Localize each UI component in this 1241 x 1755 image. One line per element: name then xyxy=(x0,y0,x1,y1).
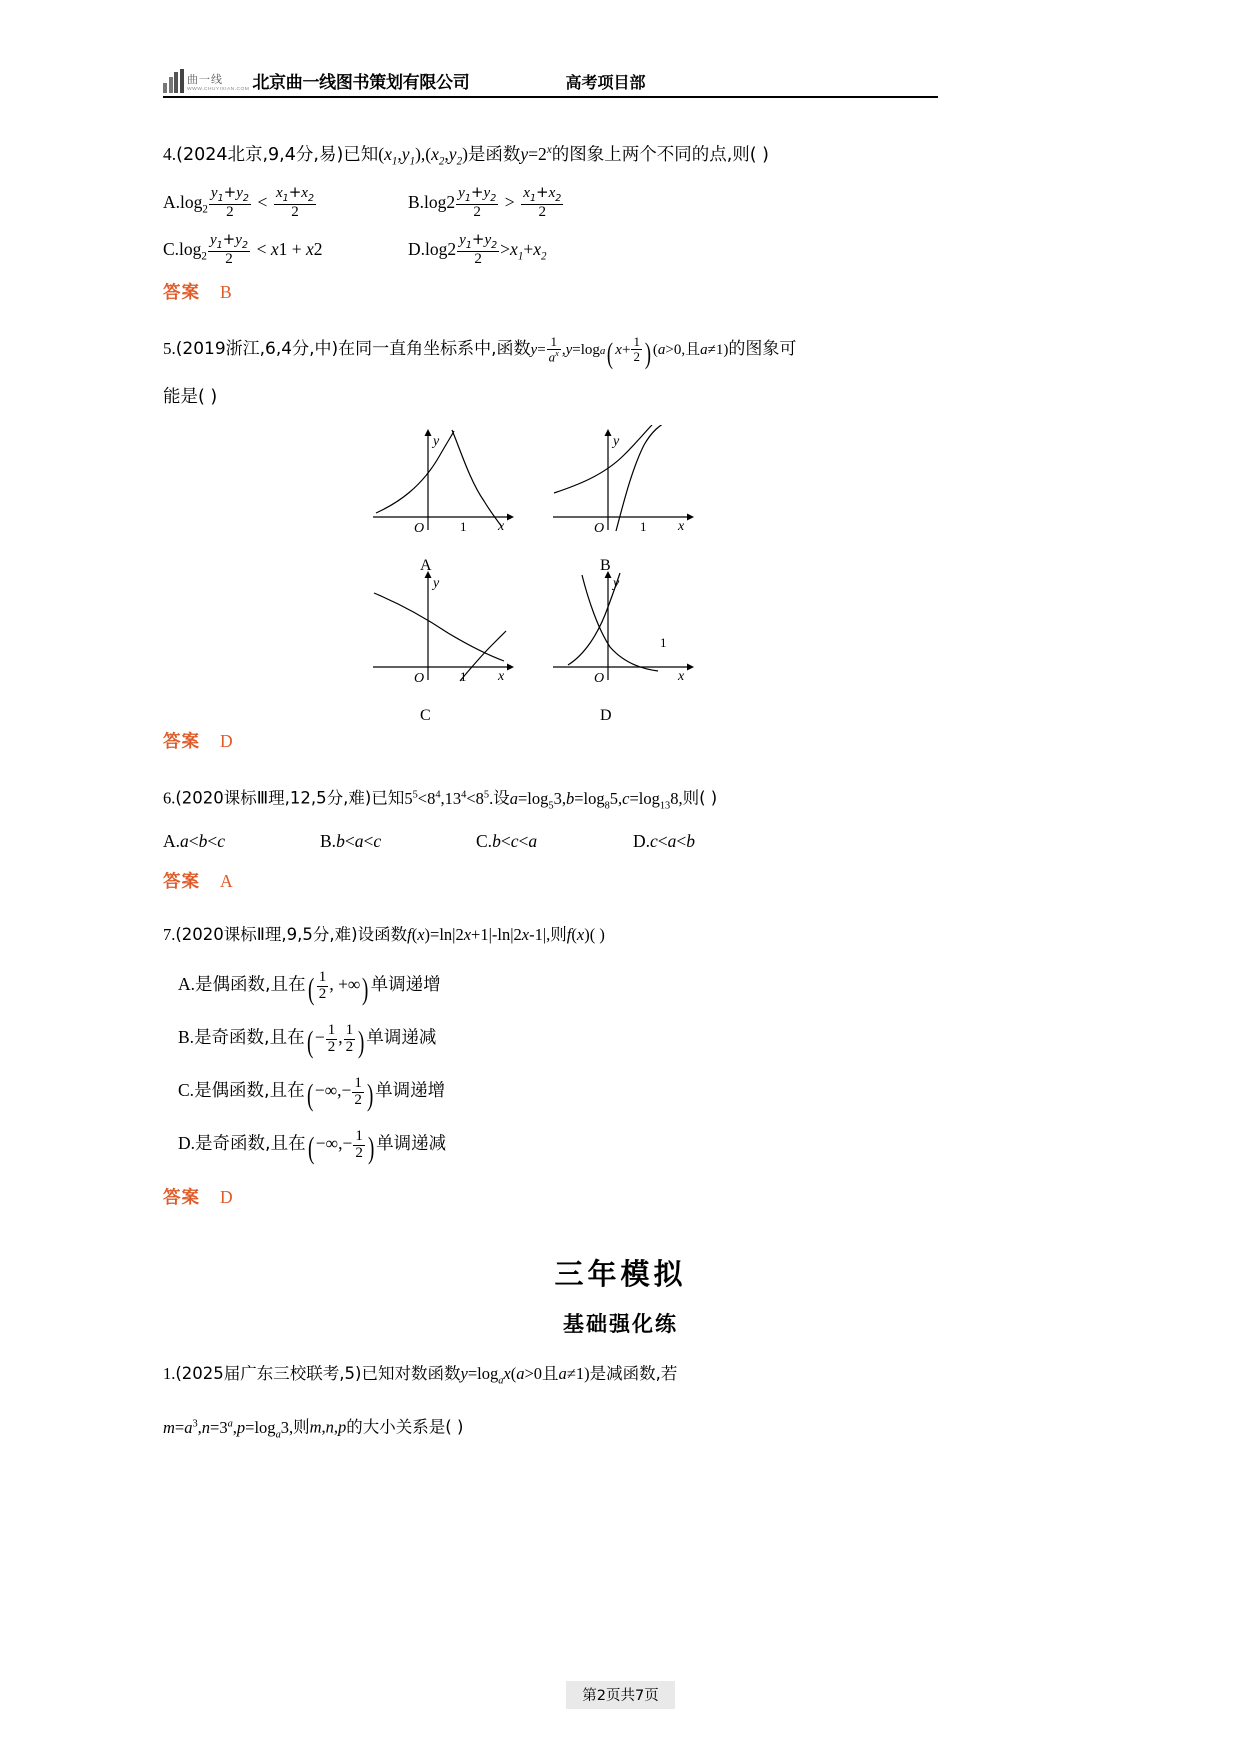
question-6-option-c: C.b<c<a xyxy=(476,831,538,851)
svg-text:1: 1 xyxy=(660,635,667,650)
svg-text:O: O xyxy=(414,671,425,686)
question-6-option-b: B.b<a<c xyxy=(320,831,382,851)
question-4-option-d: D.log2 $\frac{y_1+y_2}{2}$ $>x_1+x_2$ xyxy=(408,230,547,267)
section-sub-title: 基础强化练 xyxy=(563,1312,678,1336)
company-name: 北京曲一线图书策划有限公司 xyxy=(252,73,470,93)
svg-text:x: x xyxy=(498,519,505,534)
svg-text:O: O xyxy=(594,521,605,536)
svg-text:O: O xyxy=(594,671,605,686)
question-5-stem: 5.(2019浙江,6,4分,中)在同一直角坐标系中,函数y= $\frac{1}{a^x}$ ,y=loga( x+ $\frac{1}{2}$ ) (a>0,且a≠1)的图象可 xyxy=(163,334,797,371)
svg-text:x: x xyxy=(678,669,685,684)
answer-value: B xyxy=(220,282,232,302)
question-4-answer xyxy=(163,280,232,305)
svg-text:D: D xyxy=(600,707,612,724)
sim-question-1-stem-line2: $m=a^3,n=3^a,p=\log_a3$,则m,n,p的大小关系是( ) xyxy=(163,1417,464,1440)
svg-text:1: 1 xyxy=(640,519,647,534)
page-number: 第2页共7页 xyxy=(566,1681,674,1709)
svg-text:y: y xyxy=(433,576,440,591)
question-6-stem: 6.(2020课标Ⅲ理,12,5分,难)已知$5^5<8^4,13^4<8^5$.设$a=\log_53,b=\log_85,c=\log_{13}8$,则( ) xyxy=(163,788,718,811)
svg-text:x: x xyxy=(678,519,685,534)
svg-text:C: C xyxy=(420,707,431,724)
graph-panels-svg xyxy=(163,425,938,725)
question-5-answer xyxy=(163,729,233,754)
svg-text:1: 1 xyxy=(460,519,467,534)
logo-chinese-label: 曲一线 xyxy=(187,74,223,86)
publisher-logo xyxy=(163,63,252,93)
logo-english-label: WWW.CHUYIXIAN.COM xyxy=(187,86,250,92)
question-7-option-d: D.是奇函数,且在( −∞,− $\frac{1}{2}$ ) 单调递减 xyxy=(178,1128,447,1166)
question-5-stem-line2: 能是( ) xyxy=(163,387,218,407)
page-footer xyxy=(0,1681,1241,1709)
answer-value: D xyxy=(220,1187,233,1207)
page-header xyxy=(163,52,938,98)
question-7-stem: 7.(2020课标Ⅱ理,9,5分,难)设函数f(x)=ln|2x+1|-ln|2x-1|,则f(x)( ) xyxy=(163,925,605,944)
department-name: 高考项目部 xyxy=(565,73,646,92)
question-4-option-c: $C.\log_2$ $\frac{y_1+y_2}{2}$ < x1 + x2 xyxy=(163,230,323,267)
question-4-option-b: B.log2 $\frac{y_1+y_2}{2}$ > $\frac{x_1+x_2}{2}$ xyxy=(408,183,562,220)
svg-text:x: x xyxy=(498,669,505,684)
svg-text:y: y xyxy=(433,434,440,449)
svg-text:y: y xyxy=(613,434,620,449)
sim-question-1-stem: 1.(2025届广东三校联考,5)已知对数函数$y=\log_ax(a>0$且a≠1)是减函数,若 xyxy=(163,1364,678,1387)
question-7-option-a: A.是偶函数,且在( $\frac{1}{2}$ , +∞) 单调递增 xyxy=(178,969,441,1007)
answer-label: 答案 xyxy=(163,732,200,752)
question-7-answer xyxy=(163,1185,233,1210)
svg-text:A: A xyxy=(420,557,432,574)
question-6-answer xyxy=(163,869,233,894)
section-main-title: 三年模拟 xyxy=(554,1257,687,1291)
answer-value: D xyxy=(220,731,233,751)
answer-label: 答案 xyxy=(163,283,200,303)
answer-label: 答案 xyxy=(163,872,200,892)
svg-text:B: B xyxy=(600,557,611,574)
logo-bars-icon xyxy=(163,69,185,93)
question-7-option-c: C.是偶函数,且在( −∞,− $\frac{1}{2}$ ) 单调递增 xyxy=(178,1075,446,1113)
question-5-figure xyxy=(163,425,938,725)
question-6-option-a: A.a<b<c xyxy=(163,831,226,851)
answer-value: A xyxy=(220,871,233,891)
svg-text:O: O xyxy=(414,521,425,536)
answer-label: 答案 xyxy=(163,1188,200,1208)
svg-text:1: 1 xyxy=(460,669,467,684)
question-4-option-a: $A.\log_2$ $\frac{y_1+y_2}{2}$ < $\frac{x_1+x_2}{2}$ xyxy=(163,183,315,220)
question-6-option-d: D.c<a<b xyxy=(633,831,696,851)
logo-text xyxy=(187,67,249,93)
svg-text:y: y xyxy=(613,576,620,591)
question-7-option-b: B.是奇函数,且在( − $\frac{1}{2}$ , $\frac{1}{2}$ ) 单调递减 xyxy=(178,1022,437,1060)
question-4-stem: 4.(2024北京,9,4分,易)已知$(x_1,y_1),(x_2,y_2)$是函数$y=2^x$的图象上两个不同的点,则( ) xyxy=(163,143,769,168)
